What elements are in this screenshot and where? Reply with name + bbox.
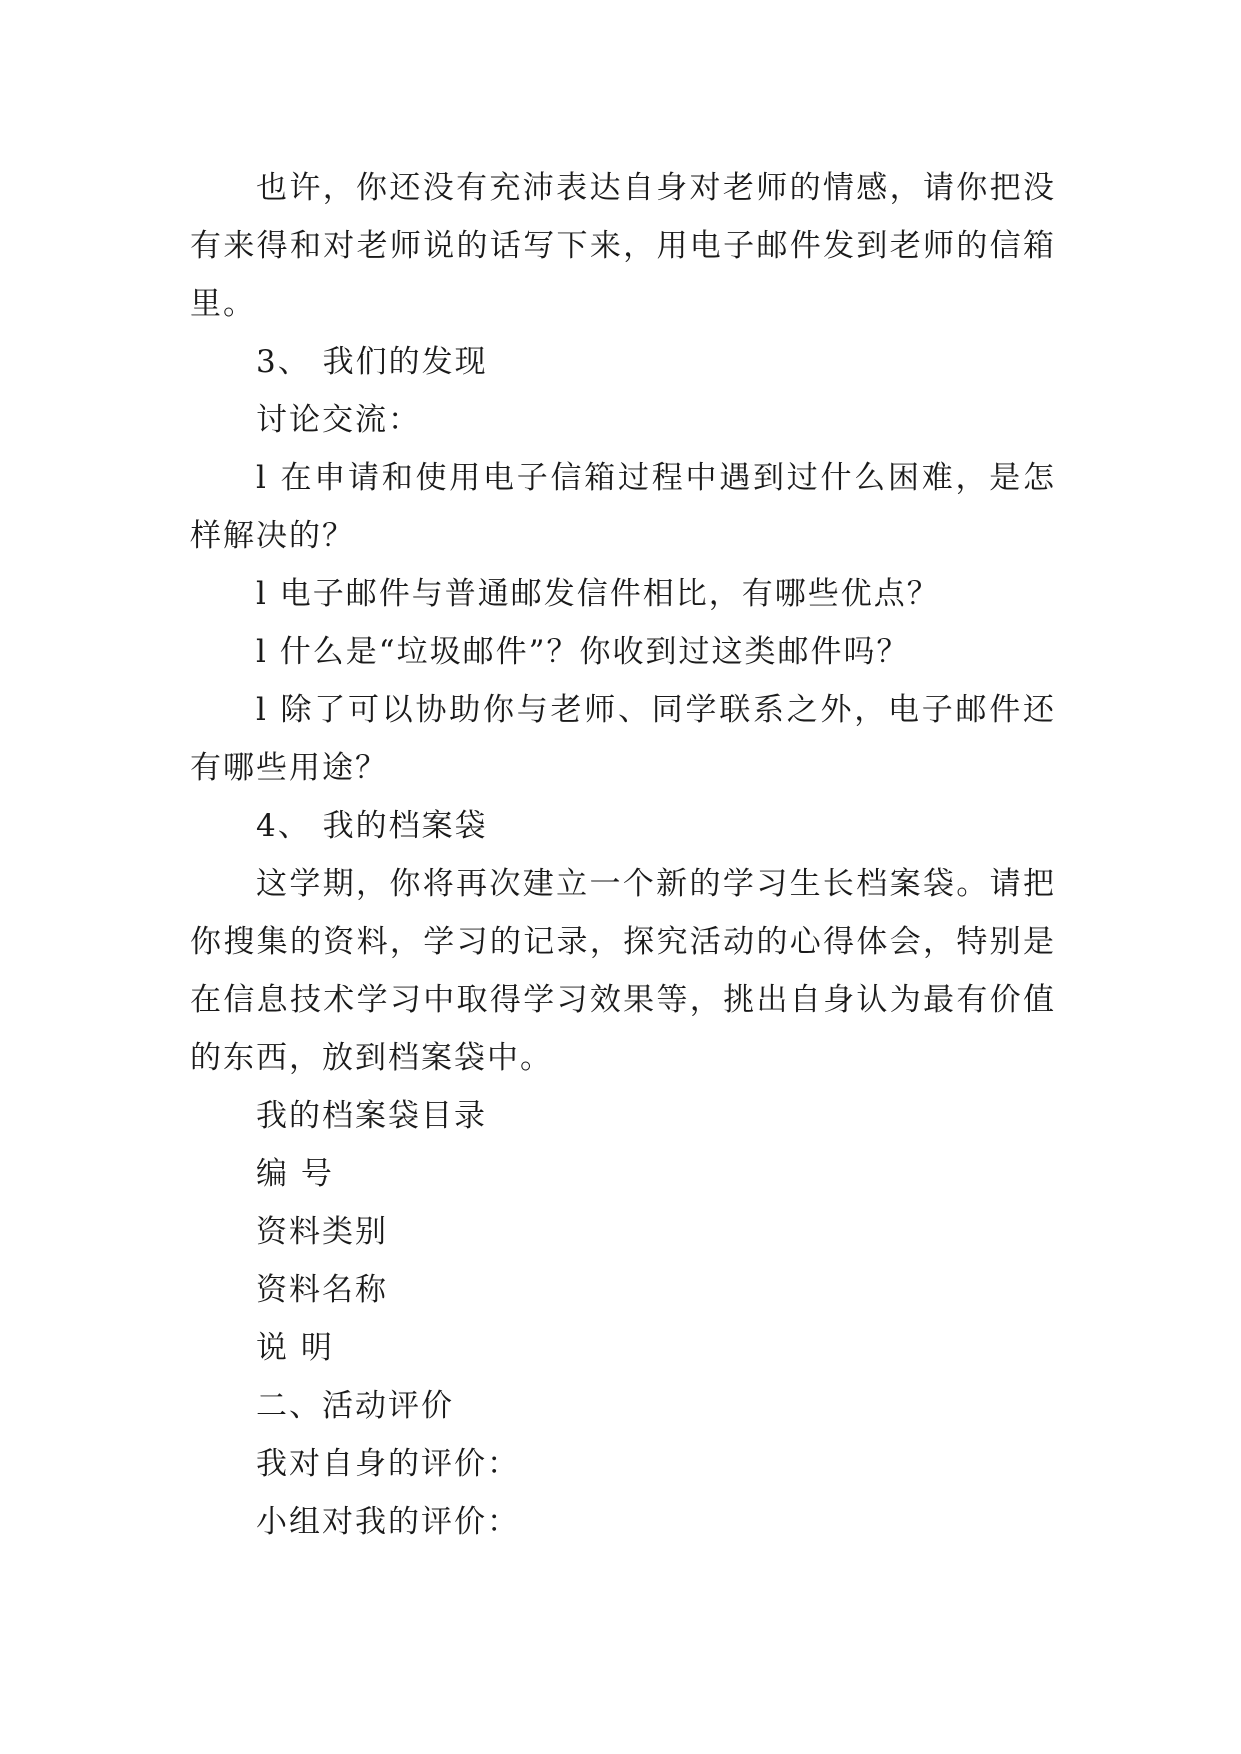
- list-item-advantages: l 电子邮件与普通邮发信件相比，有哪些优点？: [256, 576, 940, 612]
- catalog-field-name: 资料名称: [256, 1272, 388, 1308]
- list-item-difficulties: l 在申请和使用电子信箱过程中遇到过什么困难，是怎样解决的？: [190, 460, 1056, 554]
- paragraph-email-teacher: 也许，你还没有充沛表达自身对老师的情感，请你把没有来得和对老师说的话写下来，用电子邮件发到老师的信箱里。: [190, 170, 1056, 322]
- catalog-field-notes: 说 明: [256, 1330, 334, 1366]
- document-body: [190, 159, 1056, 1551]
- catalog-field-category: 资料类别: [256, 1214, 388, 1250]
- catalog-field-number: 编 号: [256, 1156, 334, 1192]
- paragraph-discussion-label: 讨论交流：: [256, 402, 421, 438]
- list-item-other-uses: l 除了可以协助你与老师、同学联系之外，电子邮件还有哪些用途？: [190, 692, 1056, 786]
- portfolio-catalog-title: 我的档案袋目录: [256, 1098, 487, 1134]
- heading-our-discovery: 3、 我们的发现: [256, 344, 488, 380]
- list-item-spam: l 什么是“垃圾邮件”？你收到过这类邮件吗？: [256, 634, 910, 670]
- self-evaluation-label: 我对自身的评价：: [256, 1446, 520, 1482]
- paragraph-portfolio-description: 这学期，你将再次建立一个新的学习生长档案袋。请把你搜集的资料，学习的记录，探究活动的心得体会，特别是在信息技术学习中取得学习效果等，挑出自身认为最有价值的东西，放到档案袋中。: [190, 866, 1056, 1076]
- heading-activity-evaluation: 二、活动评价: [256, 1388, 454, 1424]
- heading-my-portfolio: 4、 我的档案袋: [256, 808, 488, 844]
- group-evaluation-label: 小组对我的评价：: [256, 1504, 520, 1540]
